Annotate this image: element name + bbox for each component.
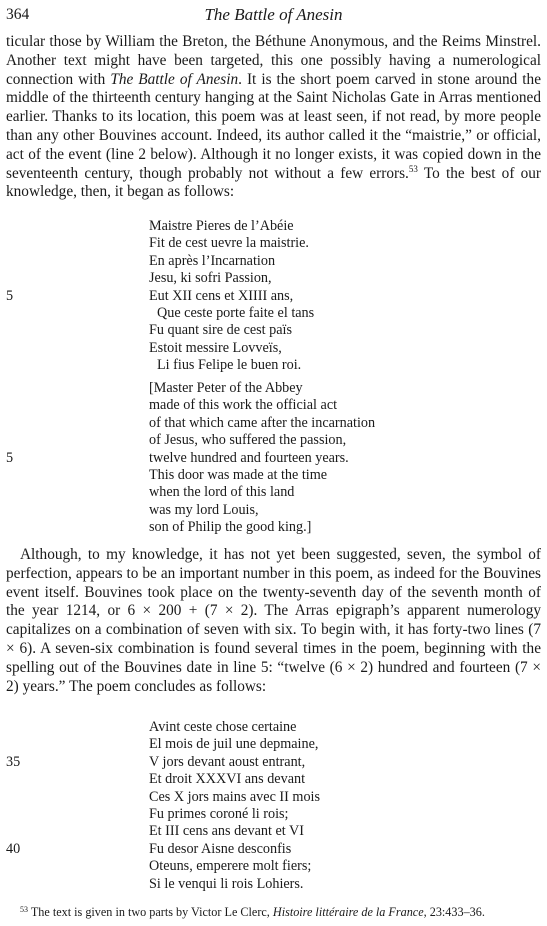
- verse-line: [0, 502, 547, 519]
- verse-line: [0, 253, 547, 270]
- line-number: 5: [6, 287, 14, 304]
- verse-line: [0, 357, 547, 374]
- verse-line: [0, 305, 547, 322]
- verse-line: [0, 340, 547, 357]
- footnote-text-a: The text is given in two parts by Victor Le Clerc,: [28, 905, 273, 919]
- verse-line: [0, 218, 547, 235]
- verse-text: Que ceste porte faite el tans: [157, 304, 315, 321]
- verse-line: [0, 415, 547, 432]
- footnote-text-c: , 23:433–36.: [423, 905, 485, 919]
- verse-text: twelve hundred and fourteen years.: [149, 449, 349, 466]
- verse-text: Fu desor Aisne desconfis: [149, 840, 292, 857]
- verse-old-french: [0, 218, 547, 375]
- line-number: 35: [6, 753, 21, 770]
- verse-text: Ces X jors mains avec II mois: [149, 788, 321, 805]
- page-header: [6, 4, 541, 30]
- para1-text-d: To the best of our knowledge, then, it began as follows:: [6, 164, 542, 201]
- footnote-number: 53: [20, 905, 28, 914]
- verse-text: Fu primes coroné li rois;: [149, 805, 289, 822]
- verse-line: [0, 380, 547, 397]
- running-title: The Battle of Anesin: [204, 5, 343, 24]
- verse-text: son of Philip the good king.]: [149, 519, 312, 536]
- verse-line: [0, 235, 547, 252]
- paragraph-2: [6, 546, 541, 696]
- para2-text: Although, to my knowledge, it has not yet been suggested, seven, the symbol of perfection, appears to be an important number in this poem, as indeed for the Bouvines event itself. Bouvines took place on the twenty-seventh day of the seventh month of the year 1214, or 6 × 200 + (7 × 2). The Arras epigraph’s apparent numerology capitalizes on a combination of seven with six. To begin with, it has forty-two lines (7 × 6). A seven-six combination is found several times in the poem, beginning with the spelling out of the Bouvines date in line 5: “twelve (6 × 2) hundred and fourteen (7 × 2) years.” The poem concludes as follows:: [6, 546, 541, 695]
- verse-text: Fu quant sire de cest païs: [149, 322, 293, 339]
- verse-line: [0, 789, 547, 806]
- para1-text-a: ticular those by William the Breton, the Béthune Anonymous, and the Reims Minstrel. Another text might have been targeted, this one possibly having a numerological connection with: [6, 33, 541, 88]
- verse-text: made of this work the official act: [149, 397, 338, 414]
- line-number: 5: [6, 449, 14, 466]
- verse-text: V jors devant aoust entrant,: [149, 753, 306, 770]
- verse-text: when the lord of this land: [149, 484, 295, 501]
- verse-line: [0, 754, 547, 771]
- verse-text: Estoit messire Lovveïs,: [149, 339, 282, 356]
- verse-text: [Master Peter of the Abbey: [149, 380, 303, 396]
- verse-line: [0, 432, 547, 449]
- verse-line: [0, 484, 547, 501]
- verse-text: Si le venqui li rois Lohiers.: [149, 875, 304, 892]
- verse-text: Maistre Pieres de l’Abéie: [149, 218, 294, 234]
- poem-title-ref: The Battle of Anesin: [110, 70, 239, 88]
- verse-line: [0, 322, 547, 339]
- footnote-ref[interactable]: 53: [408, 163, 418, 174]
- verse-text: of Jesus, who suffered the passion,: [149, 432, 347, 449]
- verse-line: [0, 719, 547, 736]
- verse-text: This door was made at the time: [149, 466, 328, 483]
- footnote-work-title: Histoire littéraire de la France: [272, 905, 424, 919]
- verse-conclusion: [0, 719, 547, 893]
- page-number: 364: [6, 6, 30, 23]
- paragraph-1: [6, 33, 541, 202]
- verse-text: Li fius Felipe le buen roi.: [157, 357, 302, 374]
- footnote: [20, 905, 485, 920]
- verse-text: Et droit XXXVI ans devant: [149, 771, 306, 788]
- verse-line: [0, 823, 547, 840]
- verse-text: Et III cens ans devant et VI: [149, 823, 304, 840]
- verse-line: [0, 288, 547, 305]
- verse-line: [0, 270, 547, 287]
- verse-text: of that which came after the incarnation: [149, 414, 376, 431]
- verse-line: [0, 519, 547, 536]
- verse-line: [0, 736, 547, 753]
- verse-text: Eut XII cens et XIIII ans,: [149, 287, 294, 304]
- verse-line: [0, 397, 547, 414]
- verse-line: [0, 771, 547, 788]
- verse-line: [0, 876, 547, 893]
- verse-text: Jesu, ki sofri Passion,: [149, 270, 272, 287]
- verse-line: [0, 841, 547, 858]
- line-number: 40: [6, 840, 21, 857]
- verse-line: [0, 467, 547, 484]
- verse-text: En après l’Incarnation: [149, 252, 276, 269]
- verse-text: El mois de juil une depmaine,: [149, 736, 319, 753]
- verse-line: [0, 450, 547, 467]
- verse-line: [0, 858, 547, 875]
- verse-text: was my lord Louis,: [149, 501, 259, 518]
- verse-text: Oteuns, emperere molt fiers;: [149, 858, 312, 875]
- verse-text: Avint ceste chose certaine: [149, 719, 297, 735]
- verse-text: Fit de cest uevre la maistrie.: [149, 235, 309, 252]
- verse-english-translation: [0, 380, 547, 537]
- verse-line: [0, 806, 547, 823]
- para1-text-c: . It is the short poem carved in stone around the middle of the thirteenth century hanging at the Saint Nicholas Gate in Arras mentioned earlier. Thanks to its location, this poem was at least seen, if not read, by more people than any other Bouvines account. Indeed, its author called it the “maistrie,” or official, act of the event (line 2 below). Although it no longer exists, it was copied down in the seventeenth century, though probably not without a few errors.: [6, 70, 541, 182]
